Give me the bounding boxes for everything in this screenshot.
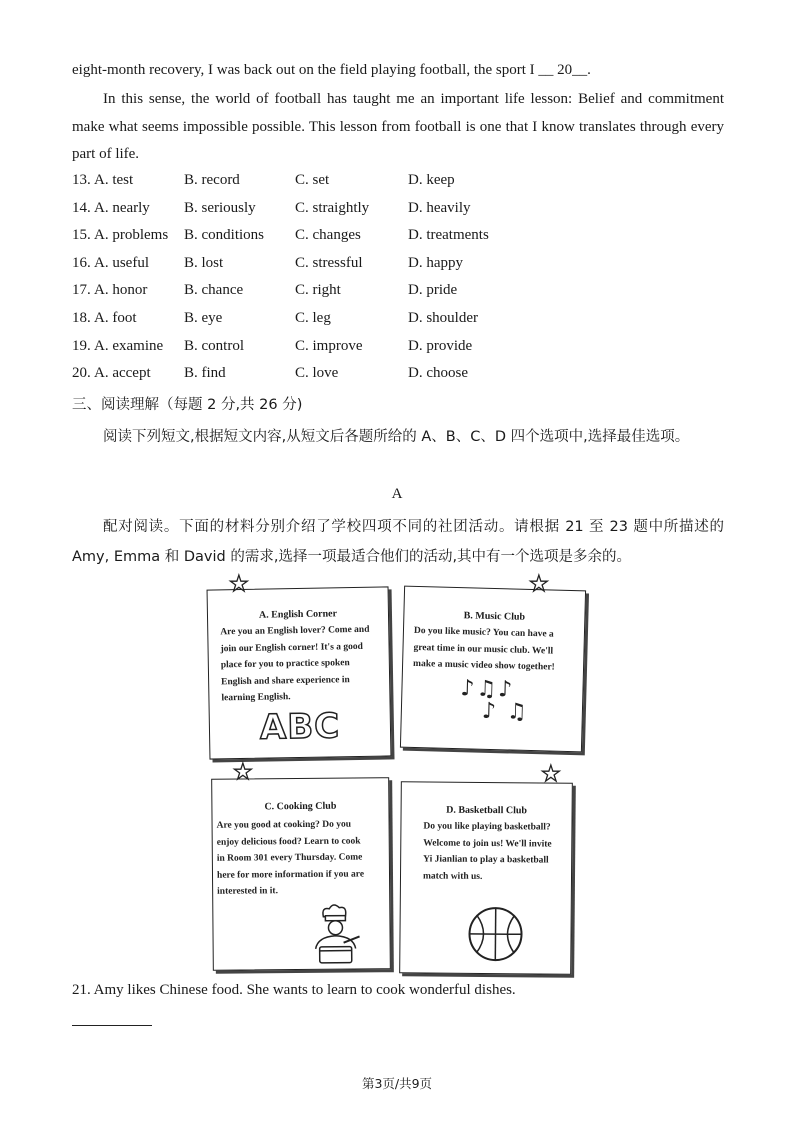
note-line: learning English. xyxy=(221,692,291,704)
option-row-15 xyxy=(72,227,732,249)
option-c: C. right xyxy=(295,282,341,298)
question-number: 20. xyxy=(72,365,91,381)
chef-icon xyxy=(305,902,366,965)
note-line: great time in our music club. We'll xyxy=(413,642,554,657)
option-row-13 xyxy=(72,172,732,194)
option-c: C. love xyxy=(295,365,339,381)
option-b: B. lost xyxy=(184,255,224,271)
option-b: B. find xyxy=(184,365,226,381)
note-line: Do you like music? You can have a xyxy=(413,625,554,640)
note-body xyxy=(423,818,574,885)
option-b: B. chance xyxy=(184,282,244,298)
option-a: A. examine xyxy=(94,338,164,354)
option-a: A. problems xyxy=(94,227,169,243)
star-icon: ★ xyxy=(541,762,561,787)
note-line: English and share experience in xyxy=(221,674,350,687)
note-title: B. Music Club xyxy=(463,610,526,623)
abc-letters-icon: ABC xyxy=(259,706,341,748)
option-row-19 xyxy=(72,338,732,360)
option-d: D. shoulder xyxy=(408,310,478,326)
option-b: B. seriously xyxy=(184,200,256,216)
answer-blank[interactable] xyxy=(72,1025,152,1026)
option-d: D. pride xyxy=(408,282,458,298)
note-body xyxy=(217,816,390,900)
question-number: 19. xyxy=(72,338,91,354)
option-b: B. record xyxy=(184,172,240,188)
question-number: 13. xyxy=(72,172,91,188)
option-d: D. treatments xyxy=(408,227,489,243)
option-c: C. improve xyxy=(295,338,363,354)
star-icon: ★ xyxy=(529,572,549,597)
note-basketball-club xyxy=(399,781,573,974)
note-body xyxy=(413,623,586,677)
option-d: D. provide xyxy=(408,338,473,354)
note-line: enjoy delicious food? Learn to cook xyxy=(216,835,361,848)
question-number: 16. xyxy=(72,255,91,271)
question-number: 14. xyxy=(72,200,91,216)
basketball-icon xyxy=(466,905,525,964)
option-a: A. nearly xyxy=(94,200,150,216)
note-title: A. English Corner xyxy=(258,608,338,621)
question-21: 21. Amy likes Chinese food. She wants to learn to cook wonderful dishes. xyxy=(72,982,516,998)
option-b: B. conditions xyxy=(184,227,265,243)
note-title: D. Basketball Club xyxy=(446,804,528,817)
music-notes-icon: ♪♫♪ ♪ ♫ xyxy=(460,676,529,725)
option-row-20 xyxy=(72,365,732,387)
note-line: match with us. xyxy=(422,870,483,882)
option-row-14 xyxy=(72,200,732,222)
question-number: 18. xyxy=(72,310,91,326)
option-row-18 xyxy=(72,310,732,332)
option-c: C. changes xyxy=(295,227,361,243)
note-cooking-club xyxy=(211,777,391,971)
note-line: here for more information if you are xyxy=(216,868,365,881)
option-c: C. stressful xyxy=(295,255,363,271)
option-a: A. foot xyxy=(94,310,137,326)
note-english-corner xyxy=(207,586,392,759)
note-line: Are you an English lover? Come and xyxy=(220,624,370,638)
option-c: C. straightly xyxy=(295,200,370,216)
note-line: in Room 301 every Thursday. Come xyxy=(216,852,363,864)
question-number: 17. xyxy=(72,282,91,298)
star-icon: ★ xyxy=(233,760,253,785)
note-line: Are you good at cooking? Do you xyxy=(216,819,352,831)
option-row-16 xyxy=(72,255,732,277)
option-a: A. test xyxy=(94,172,134,188)
option-d: D. happy xyxy=(408,255,463,271)
note-line: Welcome to join us! We'll invite xyxy=(423,837,552,850)
star-icon: ★ xyxy=(229,572,249,597)
note-line: interested in it. xyxy=(217,886,278,897)
option-a: A. useful xyxy=(94,255,149,271)
page-number: 第3页/共9页 xyxy=(361,1076,433,1091)
option-a: A. accept xyxy=(94,365,151,381)
note-body xyxy=(220,621,391,706)
option-d: D. heavily xyxy=(408,200,471,216)
section-heading: 三、阅读理解（每题 2 分,共 26 分) xyxy=(72,397,303,413)
note-line: Yi Jianlian to play a basketball xyxy=(423,854,549,866)
matching-intro: 配对阅读。下面的材料分别介绍了学校四项不同的社团活动。请根据 21 至 23 题中所描述的 Amy, Emma 和 David 的需求,选择一项最适合他们的活动,其中有一个选项是多余的。 xyxy=(72,519,724,565)
note-line: place for you to practice spoken xyxy=(220,658,350,671)
part-label: A xyxy=(391,486,403,502)
note-line: join our English corner! It's a good xyxy=(220,641,363,654)
note-title: C. Cooking Club xyxy=(264,800,337,813)
option-row-17 xyxy=(72,282,732,304)
option-c: C. set xyxy=(295,172,330,188)
passage-line: eight-month recovery, I was back out on the field playing football, the sport I __ 20__. xyxy=(72,62,591,78)
note-line: Do you like playing basketball? xyxy=(423,821,551,833)
option-d: D. keep xyxy=(408,172,455,188)
passage-paragraph: In this sense, the world of football has taught me an important life lesson: Belief and commitment make what seems impossible possible. This lesson from football is one that I know translates through every part of life. xyxy=(72,91,724,162)
section-instruction: 阅读下列短文,根据短文内容,从短文后各题所给的 A、B、C、D 四个选项中,选择最佳选项。 xyxy=(103,429,690,445)
option-a: A. honor xyxy=(94,282,148,298)
option-c: C. leg xyxy=(295,310,331,326)
option-d: D. choose xyxy=(408,365,468,381)
option-b: B. eye xyxy=(184,310,223,326)
option-b: B. control xyxy=(184,338,244,354)
note-music-club xyxy=(400,586,586,753)
note-line: make a music video show together! xyxy=(412,658,555,673)
question-number: 15. xyxy=(72,227,91,243)
